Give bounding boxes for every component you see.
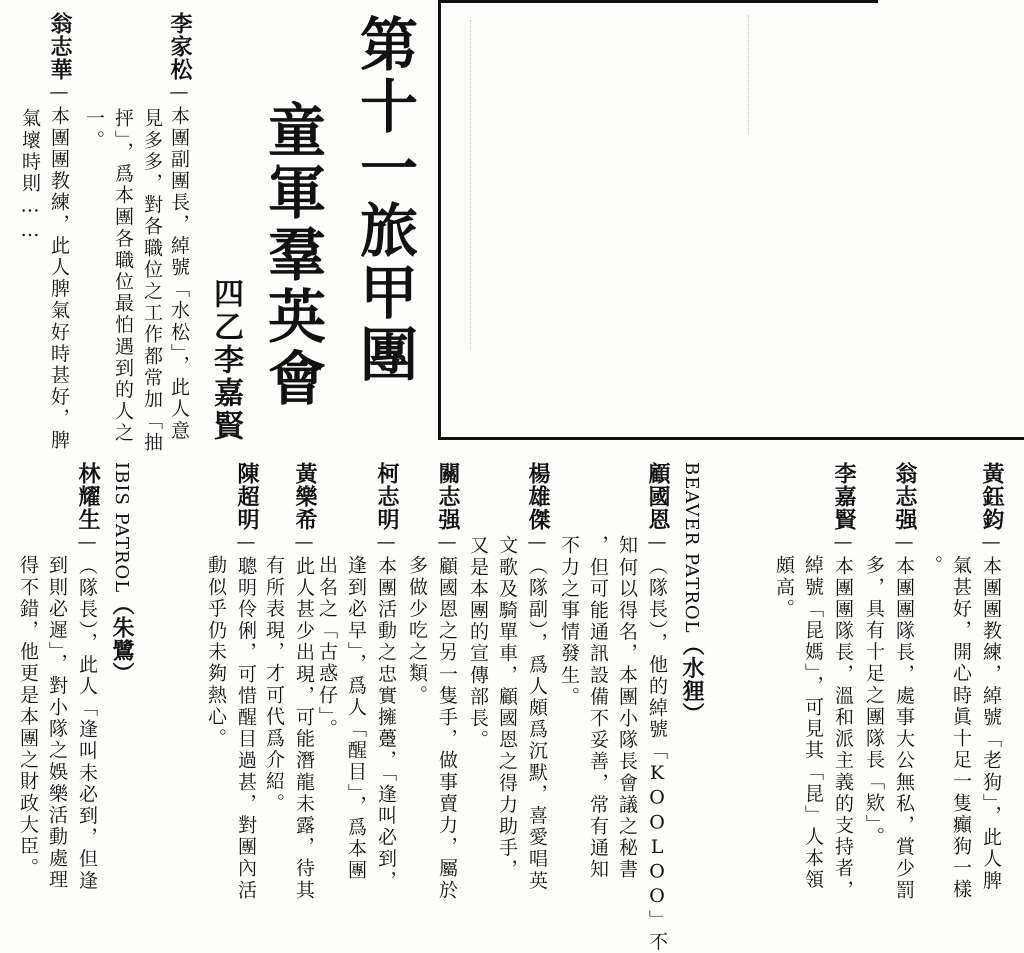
entry-line: 多做少吃之類。 [406, 555, 428, 707]
entry-line: 綽號「昆媽」，可見其「昆」人本領 [802, 555, 824, 892]
entry-line: 翁志華—本團團教練，此人脾氣好時甚好，脾 [47, 12, 72, 452]
entry-line: 翁志强—本團團隊長，處事大公無私，賞少罰 [892, 462, 917, 902]
entry-line: 文歌及騎單車，顧國恩之得力助手， [496, 535, 518, 881]
entry-line: 又是本團的宣傳部長。 [467, 535, 489, 751]
entry-line: 李嘉賢—本團團隊長，溫和派主義的支持者， [831, 462, 856, 902]
entry-line: 林耀生—（隊長），此人「逢叫未必到，但逢 [75, 462, 100, 892]
entry-line: 逢到必早」，爲人「醒目」，爲本團 [345, 555, 367, 882]
member-name: 翁志華 [47, 12, 72, 81]
entry-line: 有所表現，才可代爲介紹。 [263, 555, 285, 815]
entry-line: 一。 [83, 108, 105, 152]
entry-line: 知何以得名，本團小隊長會議之秘書 [616, 535, 638, 881]
title-frame-top-rule [438, 0, 878, 3]
entry-line: 顧國恩—（隊長），他的綽號「KOOLOO」不 [645, 462, 670, 953]
member-name: 李家松 [167, 12, 192, 81]
entry-line: 柯志明—本團活動之忠實擁躉，「逢叫必到， [374, 462, 399, 892]
title-line2: 童軍羣英會 [258, 100, 326, 410]
entry-line: 抨」，爲本團各職位最怕遇到的人之 [112, 108, 134, 445]
member-name: 關志强 [435, 462, 460, 531]
patrol-heading-beaver: BEAVER PATROL（水狸） [679, 462, 704, 726]
entry-line: 出名之「古惑仔」。 [316, 555, 338, 740]
paper-speckle [470, 20, 471, 350]
title-frame [438, 0, 1024, 440]
entry-line: 見多多，對各職位之工作都常加「抽 [141, 108, 163, 454]
entry-line: 到則必遲」，對小隊之娛樂活動處理 [46, 555, 68, 892]
member-name: 楊雄傑 [525, 462, 550, 531]
patrol-heading-ibis: IBIS PATROL（朱鷺） [109, 462, 134, 686]
entry-line: 氣甚好，開心時眞十足一隻癲狗一樣 [950, 555, 972, 901]
entry-line: ，但可能通訊設備不妥善，常有通知 [587, 535, 609, 881]
paper-speckle [748, 15, 749, 135]
entry-line: 多，具有十足之團隊長「欵」。 [863, 555, 885, 848]
author-byline: 四乙李嘉賢 [208, 278, 243, 443]
member-name: 黃樂希 [292, 462, 317, 531]
title-line1: 第十一旅甲團 [350, 14, 418, 386]
member-name: 顧國恩 [645, 462, 670, 531]
member-name: 李嘉賢 [831, 462, 856, 531]
member-name: 林耀生 [75, 462, 100, 531]
entry-line: 楊雄傑—（隊副），爲人頗爲沉默，喜愛唱英 [525, 462, 550, 892]
member-name: 黃鈺鈞 [979, 462, 1004, 531]
entry-line: 李家松—本團副團長，綽號「水松」，此人意 [167, 12, 192, 442]
entry-line: 氣壞時則…… [19, 108, 41, 244]
entry-line: 。 [921, 555, 943, 577]
entry-line: 頗高。 [773, 555, 795, 620]
member-name: 陳超明 [234, 462, 259, 531]
entry-line: 得不錯，他更是本團之財政大臣。 [17, 555, 39, 879]
member-name: 翁志强 [892, 462, 917, 531]
entry-line: 不力之事情發生。 [558, 535, 580, 708]
entry-line: 陳超明—聰明伶俐，可惜醒目過甚，對團內活 [234, 462, 259, 902]
member-name: 柯志明 [374, 462, 399, 531]
entry-line: 動似乎仍未夠熱心。 [205, 555, 227, 750]
entry-line: 關志强—顧國恩之另一隻手，做事賣力，屬於 [435, 462, 460, 902]
entry-line: 黃鈺鈞—本團團教練，綽號「老狗」，此人脾 [979, 462, 1004, 892]
entry-line: 黃樂希—此人甚少出現，可能潛龍未露，待其 [292, 462, 317, 902]
